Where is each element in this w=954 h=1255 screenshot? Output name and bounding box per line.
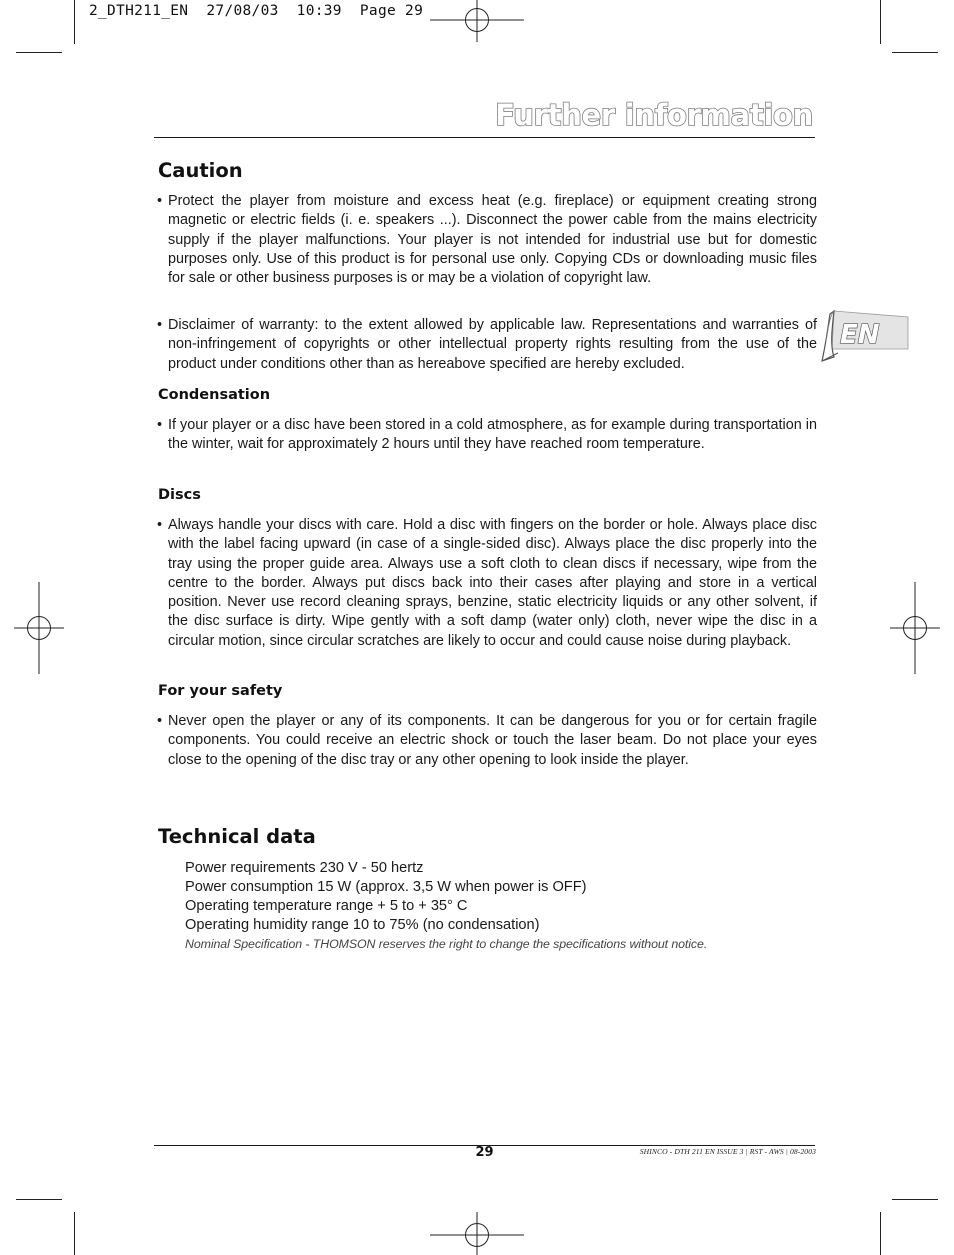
printer-slug: 2_DTH211_EN 27/08/03 10:39 Page 29 bbox=[89, 3, 424, 19]
bullet: • bbox=[157, 517, 163, 533]
caution-item-text: Protect the player from moisture and excess heat (e.g. fireplace) or equipment creating strong magnetic or electric fields (i. e. speakers ...). Disconnect the power cable from the mains electricity supply if the player malfunctions. Your player is not intended for industrial use but for domestic purposes only. Use of this product is for personal use only. Copying CDs or downloading music files for sale or other business purposes is or may be a violation of copyright law. bbox=[168, 193, 817, 287]
spec-note: Nominal Specification - THOMSON reserves the right to change the specifications without notice. bbox=[185, 937, 708, 951]
tech-spec-line: Operating temperature range + 5 to + 35° C bbox=[185, 898, 468, 914]
header-rule bbox=[154, 137, 815, 138]
crop-mark bbox=[892, 1199, 938, 1200]
crop-mark bbox=[74, 0, 75, 44]
discs-heading: Discs bbox=[158, 487, 201, 503]
caution-heading: Caution bbox=[158, 159, 243, 182]
safety-item-text: Never open the player or any of its components. It can be dangerous for you or for certain fragile components. You could receive an electric shock or touch the laser beam. Do not place your eyes close to the opening of the disc tray or any other opening to look inside the player. bbox=[168, 713, 817, 768]
bullet: • bbox=[157, 417, 163, 433]
language-tab-icon bbox=[820, 307, 910, 365]
crop-mark bbox=[880, 1212, 881, 1255]
list-item bbox=[157, 316, 817, 374]
crop-mark bbox=[880, 0, 881, 44]
registration-mark-icon bbox=[430, 1212, 524, 1255]
technical-heading: Technical data bbox=[158, 825, 316, 848]
footer-reference: SHINCO - DTH 211 EN ISSUE 3 | RST - AWS | 08-2003 bbox=[639, 1147, 816, 1156]
crop-mark bbox=[16, 1199, 62, 1200]
bullet: • bbox=[157, 317, 163, 333]
page-number: 29 bbox=[475, 1145, 494, 1160]
bullet: • bbox=[157, 193, 163, 209]
crop-mark bbox=[892, 52, 938, 53]
condensation-item-text: If your player or a disc have been stored in a cold atmosphere, as for example during transportation in the winter, wait for approximately 2 hours until they have reached room temperature. bbox=[168, 417, 817, 453]
list-item bbox=[157, 192, 817, 288]
crop-mark bbox=[74, 1212, 75, 1255]
condensation-heading: Condensation bbox=[158, 387, 271, 403]
discs-item-text: Always handle your discs with care. Hold a disc with fingers on the border or hole. Always place disc with the label facing upward (in case of a single-sided disc). Always place the disc properly into the tray using the proper guide area. Always use a soft cloth to clean discs if necessary, wipe from the centre to the border. Always put discs back into their cases after playing and store in a vertical position. Never use record cleaning sprays, benzine, static electricity liquids or any other solvent, if the disc surface is dirty. Wipe gently with a soft damp (water only) cloth, never wipe the disc in a circular motion, since circular scratches are likely to occur and could cause noise during playback. bbox=[168, 517, 817, 649]
page-title: Further information bbox=[495, 98, 813, 132]
safety-heading: For your safety bbox=[158, 683, 283, 699]
language-tab-label: EN bbox=[840, 320, 880, 350]
bullet: • bbox=[157, 713, 163, 729]
tech-spec-line: Power consumption 15 W (approx. 3,5 W when power is OFF) bbox=[185, 879, 587, 895]
list-item bbox=[157, 516, 817, 651]
registration-mark-icon bbox=[890, 582, 940, 674]
registration-mark-icon bbox=[14, 582, 64, 674]
list-item bbox=[157, 712, 817, 770]
crop-mark bbox=[16, 52, 62, 53]
registration-mark-icon bbox=[430, 0, 524, 42]
caution-item-text: Disclaimer of warranty: to the extent allowed by applicable law. Representations and warranties of non-infringement of copyrights or other intellectual property rights resulting from the use of the product under conditions other than as hereabove specified are hereby excluded. bbox=[168, 317, 817, 372]
tech-spec-line: Power requirements 230 V - 50 hertz bbox=[185, 860, 424, 876]
list-item bbox=[157, 416, 817, 455]
tech-spec-line: Operating humidity range 10 to 75% (no condensation) bbox=[185, 917, 540, 933]
